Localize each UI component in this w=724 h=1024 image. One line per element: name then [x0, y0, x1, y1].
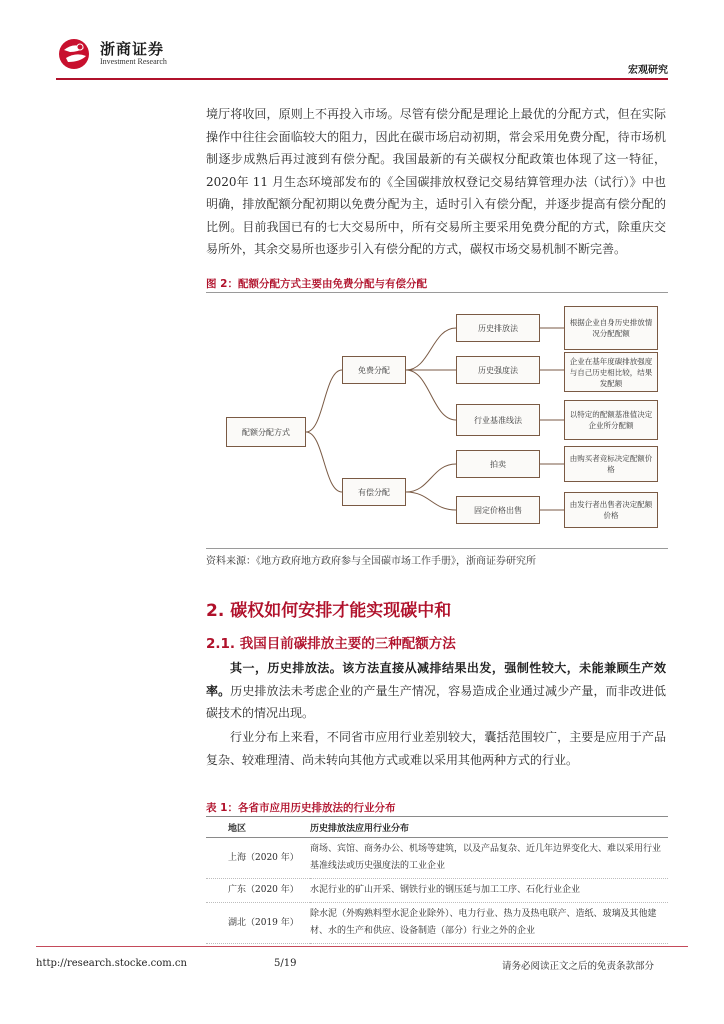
page-number: 5/19: [274, 958, 297, 969]
table-cell-industries: 商场、宾馆、商务办公、机场等建筑，以及产品复杂、近几年边界变化大、难以采用行业基准线法或历史强度法的工业企业: [310, 838, 668, 879]
footer-website-link[interactable]: http://research.stocke.com.cn: [36, 958, 187, 969]
table-header-region: 地区: [206, 817, 310, 838]
table-row: [206, 903, 668, 944]
table-cell-region: 湖北（2019 年）: [206, 903, 310, 944]
benchmark-node: 行业基准线法: [456, 404, 540, 436]
table-cell-region: 上海（2020 年）: [206, 838, 310, 879]
section-heading: 2. 碳权如何安排才能实现碳中和: [206, 601, 452, 621]
footer-divider: [36, 946, 688, 947]
historical-emission-node: 历史排放法: [456, 314, 540, 342]
auction-note: 由购买者竞标决定配额价格: [564, 446, 658, 482]
brand-subtitle: Investment Research: [100, 57, 167, 66]
table-header-industries: 历史排放法应用行业分布: [310, 817, 668, 838]
table-row: [206, 879, 668, 903]
table-cell-region: 广东（2020 年）: [206, 879, 310, 903]
figure-bottom-rule: [206, 548, 668, 549]
disclaimer-note: 请务必阅读正文之后的免责条款部分: [501, 961, 654, 972]
subsection-heading: 2.1. 我国目前碳排放主要的三种配额方法: [206, 636, 456, 652]
table-row: [206, 838, 668, 879]
paragraph-lead: 其一，历史排放法。该方法直接从减排结果出发，强制性较大，未能兼顾生产效率。: [206, 661, 666, 698]
benchmark-note: 以特定的配额基准值决定企业所分配额: [564, 400, 658, 440]
table-header-row: [206, 817, 668, 838]
figure-caption: 图 2：配额分配方式主要由免费分配与有偿分配: [206, 278, 427, 290]
brand-name: 浙商证券: [100, 40, 165, 58]
figure-top-rule: [206, 292, 668, 293]
allocation-diagram: [206, 296, 668, 546]
fixed-price-node: 固定价格出售: [456, 496, 540, 524]
paid-allocation-node: 有偿分配: [342, 478, 406, 506]
paragraph-body: 历史排放法未考虑企业的产量生产情况，容易造成企业通过减少产量，而非改进低碳技术的情况出现。: [206, 683, 666, 720]
table-cell-industries: 除水泥（外购熟料型水泥企业除外）、电力行业、热力及热电联产、造纸、玻璃及其他建材、水的生产和供应、设备制造（部分）行业之外的企业: [310, 903, 668, 944]
free-allocation-node: 免费分配: [342, 356, 406, 384]
root-node: 配额分配方式: [226, 417, 306, 447]
table-caption: 表 1：各省市应用历史排放法的行业分布: [206, 802, 396, 814]
fixed-price-note: 由发行者出售者决定配额价格: [564, 492, 658, 528]
page-header: [0, 0, 724, 78]
historical-intensity-note: 企业在基年度碳排放强度与自己历史相比较，结果发配额: [564, 352, 658, 392]
figure-source: 资料来源：《地方政府地方政府参与全国碳市场工作手册》，浙商证券研究所: [206, 556, 536, 567]
report-type-label: 宏观研究: [628, 65, 668, 76]
industry-table: [206, 816, 668, 944]
historical-intensity-node: 历史强度法: [456, 356, 540, 384]
header-divider: [56, 78, 668, 80]
intro-paragraph: 境厅将收回，原则上不再投入市场。尽管有偿分配是理论上最优的分配方式，但在实际操作中往往会面临较大的阻力，因此在碳市场启动初期，常会采用免费分配，待市场机制逐步成熟后再过渡到有偿分配。我国最新的有关碳权分配政策也体现了这一特征，2020年 11 月生态环境部发布的《全国碳排放权登记交易结算管理办法（试行）》中也明确，排放配额分配初期以免费分配为主，适时引入有偿分配，并逐步提高有偿分配的比例。目前我国已有的七大交易所中，所有交易所主要采用免费分配的方式，除重庆交易所外，其余交易所也逐步引入有偿分配的方式，碳权市场交易机制不断完善。: [206, 107, 666, 256]
table-cell-industries: 水泥行业的矿山开采、钢铁行业的钢压延与加工工序、石化行业企业: [310, 879, 668, 903]
zheshang-logo-icon: [56, 36, 96, 72]
auction-node: 拍卖: [456, 450, 540, 478]
historical-emission-note: 根据企业自身历史排放情况分配配额: [564, 306, 658, 350]
industry-distribution-paragraph: 行业分布上来看，不同省市应用行业差别较大，囊括范围较广，主要是应用于产品复杂、较难理清、尚未转向其他方式或难以采用其他两种方式的行业。: [206, 730, 666, 767]
historical-method-paragraph: [206, 657, 666, 725]
